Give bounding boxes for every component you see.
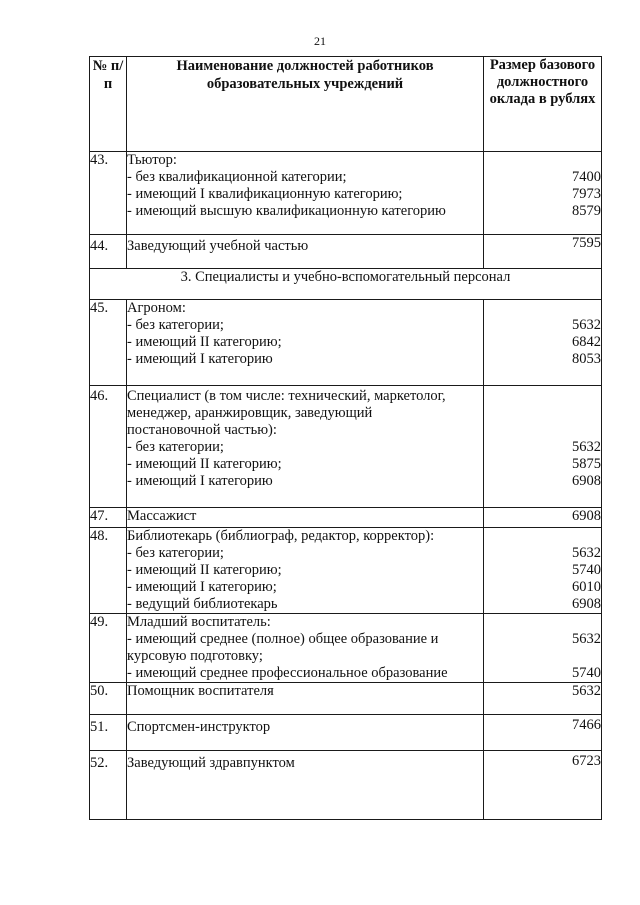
row-number: 50. bbox=[90, 683, 127, 715]
section-row bbox=[90, 269, 602, 300]
salary-value: 7595 bbox=[484, 235, 602, 269]
table-header-row bbox=[90, 57, 602, 152]
position-name bbox=[127, 386, 484, 508]
header-position-name: Наименование должностей работников образовательных учреждений bbox=[127, 57, 484, 152]
row-number: 49. bbox=[90, 614, 127, 683]
position-title: Массажист bbox=[127, 508, 484, 528]
position-title: Библиотекарь (библиограф, редактор, корректор): bbox=[127, 528, 435, 544]
salary-value: 6908 bbox=[572, 596, 601, 612]
position-category: - имеющий II категорию; bbox=[127, 456, 282, 472]
salary-value: 7400 bbox=[572, 169, 601, 185]
row-number: 47. bbox=[90, 508, 127, 528]
position-category: - имеющий I квалификационную категорию; bbox=[127, 186, 403, 202]
position-name bbox=[127, 528, 484, 614]
row-number: 45. bbox=[90, 300, 127, 386]
table-row bbox=[90, 715, 602, 751]
salary-value: 6908 bbox=[572, 473, 601, 489]
salary-value: 5632 bbox=[572, 317, 601, 333]
salary-value: 7466 bbox=[484, 715, 602, 751]
section-heading: 3. Специалисты и учебно-вспомогательный персонал bbox=[90, 269, 602, 300]
position-title: Младший воспитатель: bbox=[127, 614, 271, 630]
salary-value: 8053 bbox=[572, 351, 601, 367]
position-category: - имеющий среднее профессиональное образование bbox=[127, 665, 448, 681]
position-category: курсовую подготовку; bbox=[127, 648, 263, 664]
header-salary: Размер базового должностного оклада в рублях bbox=[484, 57, 602, 152]
position-category: - без категории; bbox=[127, 545, 224, 561]
salary-value: 6723 bbox=[484, 751, 602, 820]
position-category: - имеющий среднее (полное) общее образование и bbox=[127, 631, 439, 647]
position-category: - имеющий высшую квалификационную категорию bbox=[127, 203, 446, 219]
position-category: - без категории; bbox=[127, 317, 224, 333]
salary-cell bbox=[484, 614, 602, 683]
row-number: 48. bbox=[90, 528, 127, 614]
row-number: 52. bbox=[90, 751, 127, 820]
position-category: - имеющий I категорию; bbox=[127, 579, 277, 595]
table-row bbox=[90, 386, 602, 508]
row-number: 44. bbox=[90, 235, 127, 269]
row-number: 51. bbox=[90, 715, 127, 751]
salary-value: 5740 bbox=[572, 562, 601, 578]
salary-value: 5632 bbox=[572, 545, 601, 561]
position-title: Помощник воспитателя bbox=[127, 683, 484, 715]
table-row bbox=[90, 751, 602, 820]
position-category: - имеющий II категорию; bbox=[127, 334, 282, 350]
position-title: Заведующий здравпунктом bbox=[127, 751, 484, 820]
table-row bbox=[90, 300, 602, 386]
salary-value: 6842 bbox=[572, 334, 601, 350]
salary-value: 7973 bbox=[572, 186, 601, 202]
salary-table bbox=[89, 56, 602, 820]
position-title: Заведующий учебной частью bbox=[127, 235, 484, 269]
table-row bbox=[90, 528, 602, 614]
salary-value: 5740 bbox=[572, 665, 601, 681]
table-row bbox=[90, 683, 602, 715]
position-name bbox=[127, 614, 484, 683]
salary-value: 5875 bbox=[572, 456, 601, 472]
position-title: Тьютор: bbox=[127, 152, 177, 168]
salary-value: 6908 bbox=[484, 508, 602, 528]
row-number: 43. bbox=[90, 152, 127, 235]
table-row bbox=[90, 235, 602, 269]
salary-cell bbox=[484, 152, 602, 235]
salary-cell bbox=[484, 386, 602, 508]
position-category: - имеющий II категорию; bbox=[127, 562, 282, 578]
position-category: - имеющий I категорию bbox=[127, 473, 273, 489]
position-category: - без квалификационной категории; bbox=[127, 169, 347, 185]
position-title-line: менеджер, аранжировщик, заведующий bbox=[127, 405, 373, 421]
salary-value: 5632 bbox=[572, 631, 601, 647]
salary-value: 5632 bbox=[484, 683, 602, 715]
table-row bbox=[90, 508, 602, 528]
position-category: - ведущий библиотекарь bbox=[127, 596, 278, 612]
row-number: 46. bbox=[90, 386, 127, 508]
position-title-line: Специалист (в том числе: технический, маркетолог, bbox=[127, 388, 446, 404]
salary-value: 6010 bbox=[572, 579, 601, 595]
position-title-line: постановочной частью): bbox=[127, 422, 277, 438]
position-title: Агроном: bbox=[127, 300, 186, 316]
salary-cell bbox=[484, 300, 602, 386]
page-number: 21 bbox=[314, 34, 326, 48]
position-name bbox=[127, 152, 484, 235]
salary-cell bbox=[484, 528, 602, 614]
position-category: - без категории; bbox=[127, 439, 224, 455]
table-row bbox=[90, 614, 602, 683]
header-number: № п/п bbox=[90, 57, 127, 152]
salary-value: 8579 bbox=[572, 203, 601, 219]
position-title: Спортсмен-инструктор bbox=[127, 715, 484, 751]
position-category: - имеющий I категорию bbox=[127, 351, 273, 367]
salary-value: 5632 bbox=[572, 439, 601, 455]
table-row bbox=[90, 152, 602, 235]
position-name bbox=[127, 300, 484, 386]
